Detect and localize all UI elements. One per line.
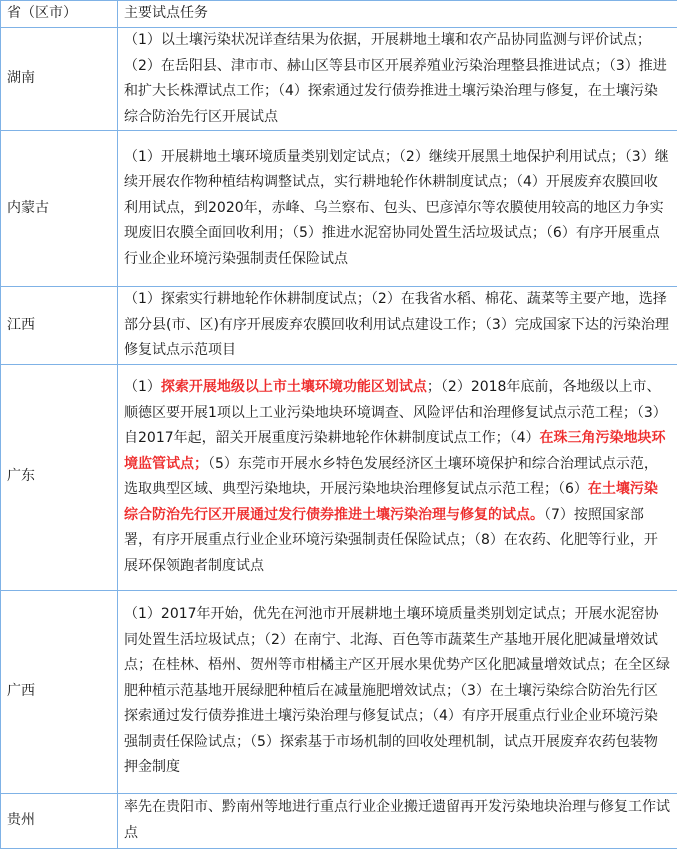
task-text: （1）: [124, 379, 161, 395]
province-cell: 江西: [1, 287, 118, 365]
province-cell: 内蒙古: [1, 131, 118, 287]
task-cell: [118, 590, 677, 793]
task-cell: [118, 131, 677, 287]
task-text: （1）2017年开始，优先在河池市开展耕地土壤环境质量类别划定试点；开展水泥窑协同处置生活垃圾试点；（2）在南宁、北海、百色等市蔬菜生产基地开展化肥减量增效试点；在桂林、梧州、贺州等市柑橘主产区开展水果优势产区化肥减量增效试点；在全区绿肥种植示范基地开展绿肥种植后在减量施肥增效试点；（3）在土壤污染综合防治先行区探索通过发行债券推进土壤污染治理与修复试点；（4）有序开展重点行业企业环境污染强制责任保险试点；（5）探索基于市场机制的回收处理机制，试点开展废弃农药包装物押金制度: [124, 606, 670, 775]
province-cell: 贵州: [1, 793, 118, 848]
highlighted-task-text: 在土壤污染综合防治先行区开展通过发行债券推进土壤污染治理与修复的试点。: [124, 481, 658, 523]
task-cell: [118, 28, 677, 131]
task-text: （1）探索实行耕地轮作休耕制度试点；（2）在我省水稻、棉花、蔬菜等主要产地，选择部分县(市、区)有序开展废弃农膜回收利用试点建设工作；（3）完成国家下达的污染治理修复试点示范项目: [124, 291, 669, 358]
table-row: [1, 364, 677, 590]
task-text: （7）按照国家部署，有序开展重点行业企业环境污染强制责任保险试点；（8）在农药、化肥等行业，开展环保领跑者制度试点: [124, 507, 658, 574]
header-tasks: 主要试点任务: [118, 1, 677, 28]
table-row: [1, 590, 677, 793]
province-cell: 广东: [1, 364, 118, 590]
task-cell: [118, 287, 677, 365]
province-cell: 湖南: [1, 28, 118, 131]
table-header-row: [1, 1, 677, 28]
task-text: （1）以土壤污染状况详查结果为依据，开展耕地土壤和农产品协同监测与评价试点；（2）在岳阳县、津市市、赫山区等县市区开展养殖业污染治理整县推进试点；（3）推进和扩大长株潭试点工作；（4）探索通过发行债券推进土壤污染治理与修复，在土壤污染综合防治先行区开展试点: [124, 32, 667, 125]
task-text: （5）东莞市开展水乡特色发展经济区土壤环境保护和综合治理试点示范，选取典型区域、典型污染地块，开展污染地块治理修复试点示范工程；（6）: [124, 456, 658, 498]
table-row: [1, 131, 677, 287]
table-row: [1, 28, 677, 131]
task-text: ；（2）2018年底前，各地级以上市、顺德区要开展1项以上工业污染地块环境调查、风险评估和治理修复试点示范工程；（3）自2017年起，韶关开展重度污染耕地轮作休耕制度试点工作；（4）: [124, 379, 667, 446]
task-text: （1）开展耕地土壤环境质量类别划定试点；（2）继续开展黑土地保护利用试点；（3）继续开展农作物种植结构调整试点，实行耕地轮作休耕制度试点；（4）开展废弃农膜回收利用试点，到2020年，赤峰、乌兰察布、包头、巴彦淖尔等农膜使用较高的地区力争实现废旧农膜全面回收利用；（5）推进水泥窑协同处置生活垃圾试点；（6）有序开展重点行业企业环境污染强制责任保险试点: [124, 149, 669, 267]
task-cell: [118, 793, 677, 848]
table-row: [1, 793, 677, 848]
province-cell: 广西: [1, 590, 118, 793]
table-row: [1, 287, 677, 365]
task-cell: [118, 364, 677, 590]
highlighted-task-text: 探索开展地级以上市土壤环境功能区划试点: [161, 379, 427, 395]
highlighted-task-text: 在珠三角污染地块环境监管试点；: [124, 430, 666, 472]
task-text: 率先在贵阳市、黔南州等地进行重点行业企业搬迁遗留再开发污染地块治理与修复工作试点: [124, 799, 670, 841]
header-province: 省（区市）: [1, 1, 118, 28]
